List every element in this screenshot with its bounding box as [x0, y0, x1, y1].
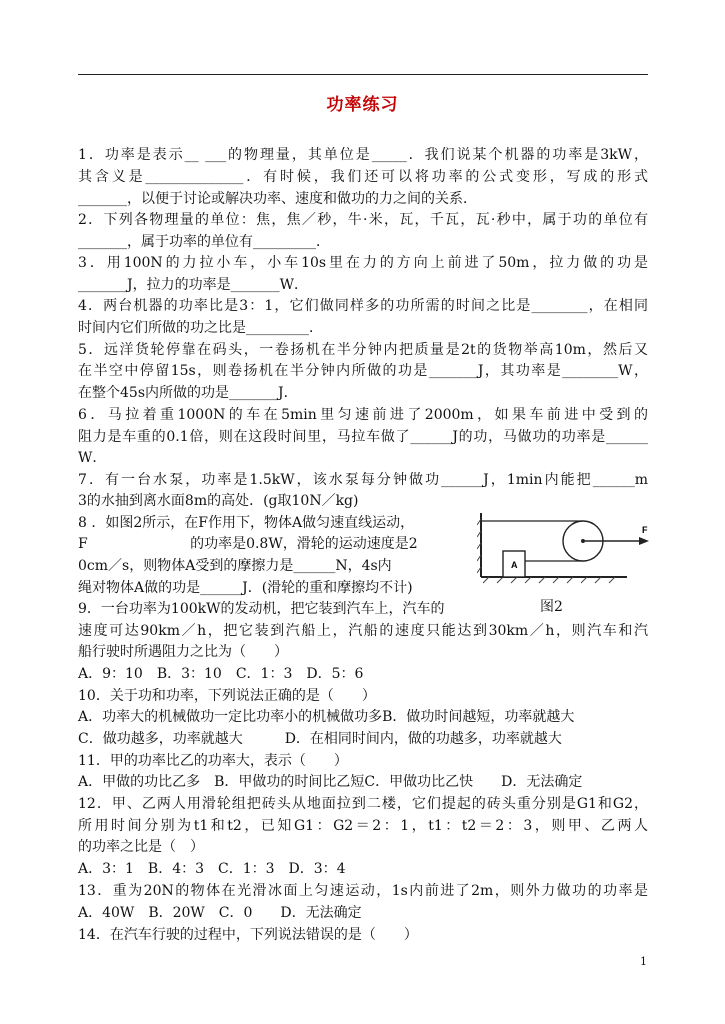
text-line: 2．下列各物理量的单位：焦，焦／秒，牛·米，瓦，千瓦，瓦·秒中，属于功的单位有 — [78, 212, 648, 228]
text-line: 14．在汽车行驶的过程中，下列说法错误的是（ ） — [78, 927, 418, 943]
text-line: _______，属于功率的单位有_________． — [78, 234, 330, 250]
text-line: 在整个45s内所做的功是_______J． — [78, 385, 298, 401]
pulley-diagram — [477, 511, 655, 591]
text-line: 所用时间分别为t1和t2，已知G1：G2＝2：1，t1：t2＝2：3，则甲、乙两人 — [78, 818, 648, 834]
text-line: 0cm／s，则物体A受到的摩擦力是______N，4s内 — [78, 558, 392, 574]
text-line: 5．远洋货轮停靠在码头，一卷扬机在半分钟内把质量是2t的货物举高10m，然后又 — [78, 342, 648, 358]
text-line: C．做功越多，功率就越大 D．在相同时间内，做的功越多，功率就越大 — [78, 731, 562, 747]
text-line: 的功率之比是（ ） — [78, 839, 204, 855]
text-line: 船行驶时所遇阻力之比为（ ） — [78, 644, 288, 660]
text-line: 8 ．如图2所示，在F作用下，物体A做匀速直线运动， — [78, 515, 415, 531]
text-line: 其含义是______________．有时候，我们还可以将功率的公式变形，写成的形式 — [78, 169, 648, 185]
page-title: 功率练习 — [326, 95, 399, 115]
text-line: 1．功率是表示__ ___的物理量，其单位是_____．我们说某个机器的功率是3kW， — [78, 147, 648, 163]
header-rule — [78, 74, 648, 75]
text-line: 13．重为20N的物体在光滑冰面上匀速运动，1s内前进了2m，则外力做功的功率是 — [78, 883, 648, 899]
text-line: 12．甲、乙两人用滑轮组把砖头从地面拉到二楼，它们提起的砖头重分别是G1和G2， — [78, 796, 648, 812]
text-line: 速度可达90km／h，把它装到汽船上，汽船的速度只能达到30km／h，则汽车和汽 — [78, 623, 648, 639]
text-line: 7．有一台水泵，功率是1.5kW，该水泵每分钟做功______J，1min内能把______m — [78, 472, 648, 488]
text-line: 3的水抽到离水面8m的高处．(g取10N／kg) — [78, 493, 359, 509]
force-arrowhead — [639, 537, 649, 545]
text-line: 11．甲的功率比乙的功率大，表示（ ） — [78, 753, 348, 769]
force-label: F — [642, 525, 648, 535]
figure-caption: 图2 — [540, 599, 563, 615]
text-line: F 的功率是0.8W，滑轮的运动速度是2 — [78, 536, 418, 552]
text-line: 9．一台功率为100kW的发动机，把它装到汽车上，汽车的 — [78, 601, 445, 617]
text-line: A．功率大的机械做功一定比功率小的机械做功多B．做功时间越短，功率就越大 — [78, 709, 575, 725]
text-line: 绳对物体A做的功是______J．(滑轮的重和摩擦均不计) — [78, 580, 413, 596]
text-line: _______J，拉力的功率是_______W． — [78, 277, 309, 293]
text-line: 3．用100N的力拉小车，小车10s里在力的方向上前进了50m，拉力做的功是 — [78, 255, 648, 271]
block-a-label: A — [511, 560, 518, 570]
pulley-axle — [581, 539, 585, 543]
text-line: 6．马拉着重1000N的车在5min里匀速前进了2000m，如果车前进中受到的 — [78, 407, 648, 423]
text-line: W． — [78, 450, 107, 466]
text-line: 阻力是车重的0.1倍，则在这段时间里，马拉车做了______J的功，马做功的功率是______ — [78, 429, 648, 445]
text-line: 时间内它们所做的功之比是_________． — [78, 320, 323, 336]
text-line: 在半空中停留15s，则卷扬机在半分钟内所做的功是_______J，其功率是________W， — [78, 363, 648, 379]
page-number: 1 — [640, 955, 647, 968]
text-line: A．40W B．20W C．0 D．无法确定 — [78, 905, 362, 921]
text-line: A．9：10 B．3：10 C．1：3 D．5：6 — [78, 666, 364, 682]
text-line: 10．关于功和功率，下列说法正确的是（ ） — [78, 688, 376, 704]
text-line: _______，以便于讨论或解决功率、速度和做功的力之间的关系． — [78, 191, 477, 207]
text-line: 4．两台机器的功率比是3：1，它们做同样多的功所需的时间之比是________，在相同 — [78, 298, 648, 314]
text-line: A．3：1 B．4：3 C．1：3 D．3：4 — [78, 861, 346, 877]
text-line: A．甲做的功比乙多 B．甲做功的时间比乙短C．甲做功比乙快 D．无法确定 — [78, 774, 583, 790]
